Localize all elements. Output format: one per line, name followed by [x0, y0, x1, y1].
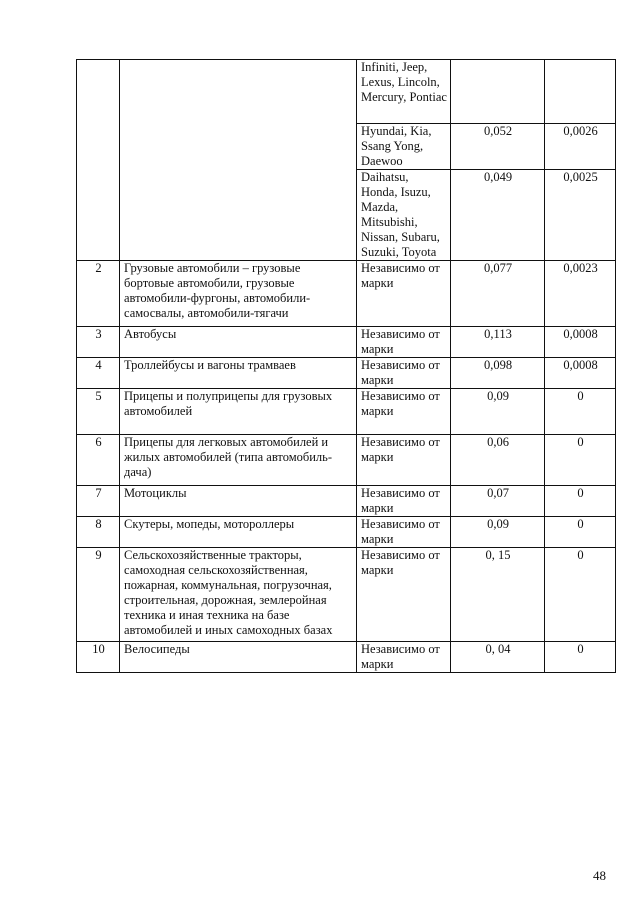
coefficient-2-cell: 0,0008: [545, 358, 616, 389]
row-number-cell: 4: [77, 358, 120, 389]
coefficient-1-cell: 0,09: [451, 517, 545, 548]
coefficient-2-cell: 0,0026: [545, 124, 616, 170]
coefficient-2-cell: 0: [545, 486, 616, 517]
vehicle-type-cell: Велосипеды: [120, 642, 357, 673]
coefficient-2-cell: 0: [545, 435, 616, 486]
coefficient-1-cell: 0,049: [451, 170, 545, 261]
table-row: [77, 517, 616, 548]
brand-cell: Независимо от марки: [357, 642, 451, 673]
coefficient-1-cell: 0,09: [451, 389, 545, 435]
coefficient-2-cell: 0,0025: [545, 170, 616, 261]
coefficient-2-cell: 0,0008: [545, 327, 616, 358]
row-number-cell: 8: [77, 517, 120, 548]
row-number-cell: [77, 60, 120, 261]
vehicle-type-cell: Мотоциклы: [120, 486, 357, 517]
table-row: [77, 327, 616, 358]
table-row: [77, 548, 616, 642]
row-number-cell: 6: [77, 435, 120, 486]
row-number-cell: 10: [77, 642, 120, 673]
table-row: [77, 60, 616, 124]
row-number-cell: 9: [77, 548, 120, 642]
coefficient-2-cell: 0: [545, 548, 616, 642]
brand-cell: Независимо от марки: [357, 486, 451, 517]
coefficient-2-cell: 0: [545, 517, 616, 548]
coefficient-1-cell: 0,07: [451, 486, 545, 517]
brand-cell: Daihatsu, Honda, Isuzu, Mazda, Mitsubishi, Nissan, Subaru, Suzuki, Toyota: [357, 170, 451, 261]
row-number-cell: 7: [77, 486, 120, 517]
table-row: [77, 642, 616, 673]
brand-cell: Независимо от марки: [357, 389, 451, 435]
brand-cell: Независимо от марки: [357, 261, 451, 327]
coefficient-2-cell: [545, 60, 616, 124]
brand-cell: Независимо от марки: [357, 435, 451, 486]
vehicle-type-cell: [120, 60, 357, 261]
brand-cell: Независимо от марки: [357, 358, 451, 389]
table-row: [77, 435, 616, 486]
brand-cell: Infiniti, Jeep, Lexus, Lincoln, Mercury, Pontiac: [357, 60, 451, 124]
coefficient-1-cell: 0,077: [451, 261, 545, 327]
coefficient-1-cell: 0,06: [451, 435, 545, 486]
table-row: [77, 261, 616, 327]
coefficient-2-cell: 0,0023: [545, 261, 616, 327]
vehicle-type-cell: Автобусы: [120, 327, 357, 358]
brand-cell: Независимо от марки: [357, 327, 451, 358]
row-number-cell: 2: [77, 261, 120, 327]
vehicle-type-cell: Скутеры, мопеды, мотороллеры: [120, 517, 357, 548]
coefficient-1-cell: 0, 15: [451, 548, 545, 642]
row-number-cell: 5: [77, 389, 120, 435]
rates-table: [76, 59, 616, 673]
table-row: [77, 358, 616, 389]
coefficient-2-cell: 0: [545, 642, 616, 673]
brand-cell: Независимо от марки: [357, 548, 451, 642]
coefficient-1-cell: 0,113: [451, 327, 545, 358]
coefficient-1-cell: 0,098: [451, 358, 545, 389]
brand-cell: Hyundai, Kia, Ssang Yong, Daewoo: [357, 124, 451, 170]
vehicle-type-cell: Прицепы и полуприцепы для грузовых автомобилей: [120, 389, 357, 435]
page-number: 48: [593, 868, 606, 883]
vehicle-type-cell: Троллейбусы и вагоны трамваев: [120, 358, 357, 389]
coefficient-1-cell: 0,052: [451, 124, 545, 170]
vehicle-type-cell: Грузовые автомобили – грузовые бортовые автомобили, грузовые автомобили-фургоны, автомобили-самосвалы, автомобили-тягачи: [120, 261, 357, 327]
table-row: [77, 389, 616, 435]
coefficient-1-cell: [451, 60, 545, 124]
brand-cell: Независимо от марки: [357, 517, 451, 548]
coefficient-1-cell: 0, 04: [451, 642, 545, 673]
vehicle-type-cell: Прицепы для легковых автомобилей и жилых автомобилей (типа автомобиль-дача): [120, 435, 357, 486]
coefficient-2-cell: 0: [545, 389, 616, 435]
table-row: [77, 486, 616, 517]
row-number-cell: 3: [77, 327, 120, 358]
vehicle-type-cell: Сельскохозяйственные тракторы, самоходная сельскохозяйственная, пожарная, коммунальная, погрузочная, строительная, дорожная, землеройная техника и иная техника на базе автомобилей и иных самоходных базах: [120, 548, 357, 642]
